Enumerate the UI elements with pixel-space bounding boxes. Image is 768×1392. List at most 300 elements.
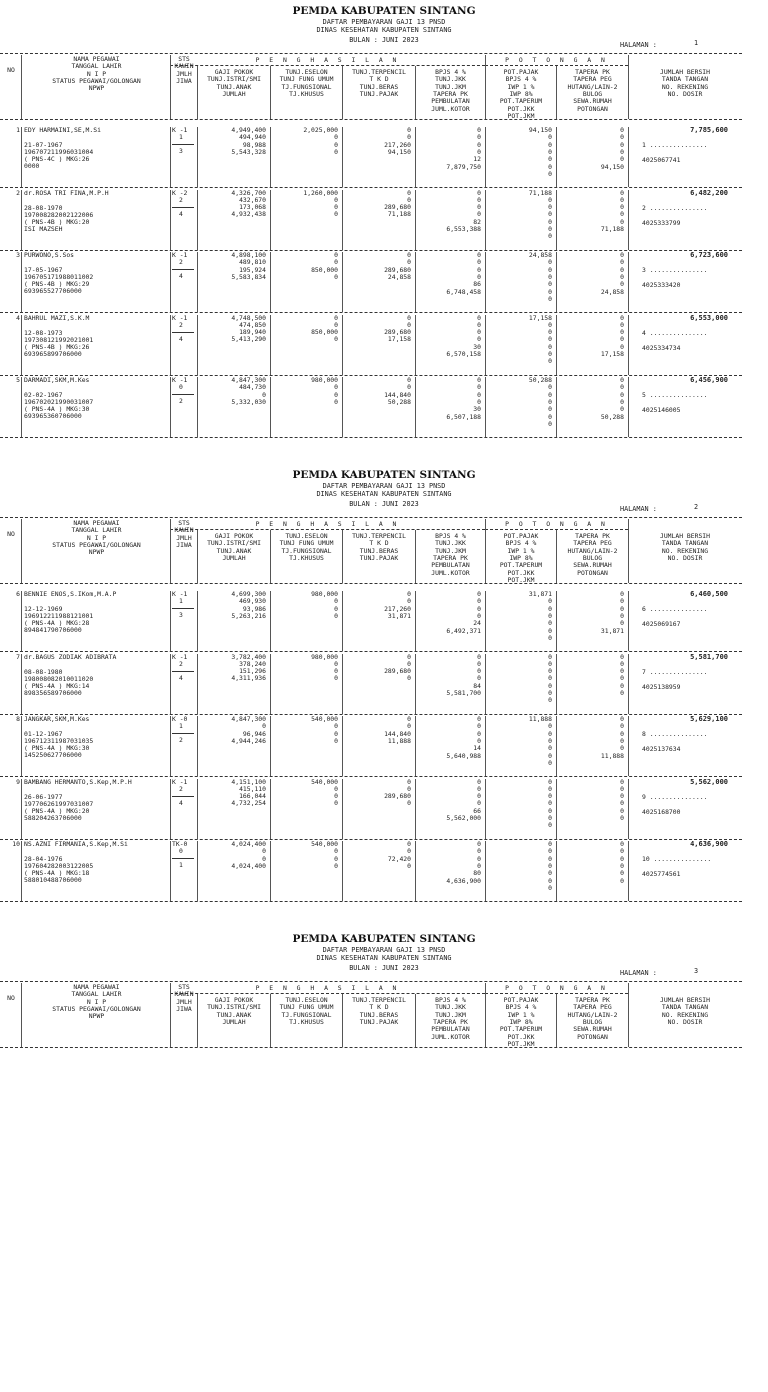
eselon-value: 0 [334,722,338,731]
pajak-value: 0 [548,265,552,274]
eselon-value: 980,000 [311,376,338,384]
eselon-value: 0 [334,133,338,142]
tapera-value: 0 [620,689,624,697]
column-pajak-header: POT.JKM [507,1039,535,1048]
bpjs-value: 0 [477,133,481,142]
gaji-value: 4,949,400 [231,126,266,134]
bpjs-value: 0 [477,847,481,856]
row-divider [628,841,629,901]
column-pajak-header: POT.PAJAK [503,532,539,540]
row-divider [628,252,629,312]
terpencil-value: 0 [407,251,411,259]
bpjs-value: 0 [477,258,481,267]
column-sts-header: KAWIN [174,62,194,71]
employee-name: BAHRUL MAZI,S.K.M [24,313,90,322]
header-divider [21,983,22,1047]
bank-account: 4025067741 [642,156,681,164]
header-top-rule [0,53,742,54]
marital-status: K -1 [172,126,188,134]
tapera-value: 0 [620,611,624,620]
eselon-value: 0 [334,320,338,329]
gaji-value: 494,940 [239,133,266,142]
pajak-value: 0 [548,626,552,635]
column-gaji-header: TUNJ.ISTRI/SMI [207,539,261,548]
eselon-value: 540,000 [311,777,338,786]
header-divider [628,519,629,583]
header-divider [21,519,22,583]
column-pajak-header: POT.JKM [507,575,535,584]
eselon-value: 0 [334,147,338,156]
column-eselon-header: TJ.KHUSUS [289,1017,324,1026]
pajak-value: 94,150 [528,126,552,134]
terpencil-value: 24,858 [387,272,411,281]
terpencil-value: 71,188 [387,210,411,219]
pajak-value: 0 [548,777,552,786]
column-terpencil-header: T K D [369,539,389,548]
column-sts-header: KAWIN [174,990,194,999]
column-bpjs-header: PEMBULATAN [431,97,470,106]
net-pay: 5,629,100 [690,715,728,723]
column-bersih-header: JUMLAH BERSIH [659,996,711,1004]
page-number-label: HALAMAN : [620,969,657,977]
column-pajak-header: POT.JKK [507,104,535,113]
column-bpjs-header: TAPERA PK [433,89,468,98]
pajak-value: 0 [548,840,552,848]
tapera-value: 0 [620,188,624,197]
household-count: 4 [179,272,183,280]
column-gaji-header: TUNJ.ISTRI/SMI [207,1003,261,1012]
column-bersih-header: NO. REKENING [661,546,709,555]
pajak-value: 0 [548,357,552,366]
eselon-value: 0 [334,784,338,793]
row-separator [0,776,742,777]
payroll-page [0,464,768,928]
net-pay: 5,562,000 [690,777,728,786]
bpjs-value: 0 [477,376,481,384]
column-tapera-header: TAPERA PEG [573,539,612,548]
bpjs-value: 0 [477,659,481,668]
bpjs-value: 0 [477,210,481,219]
household-count: 3 [179,611,183,619]
header-bottom-rule [0,583,742,584]
eselon-value: 0 [334,659,338,668]
employee-npwp: 894841790706000 [24,626,82,634]
terpencil-value: 0 [407,376,411,384]
tapera-value: 0 [620,652,624,661]
gaji-value: 4,732,254 [231,799,266,808]
gaji-value: 4,151,100 [231,777,266,786]
signature-line: 2 ............... [642,203,708,212]
potongan-header: P O T O N G A N [505,520,608,528]
employee-status: ( PNS-4A ) MKG:14 [24,681,90,690]
pajak-value: 0 [548,195,552,204]
header-top-rule [0,517,742,518]
eselon-value: 0 [334,397,338,406]
column-eselon-header: TJ.KHUSUS [289,89,324,98]
page-number-label: HALAMAN : [620,41,657,49]
terpencil-value: 0 [407,590,411,598]
tapera-value: 31,871 [600,626,624,635]
employee-name: BAMBANG HERMANTO,S.Kep,M.P.H [24,777,132,786]
column-bpjs-header: TAPERA PK [433,1017,468,1026]
household-count: 4 [179,673,183,682]
pajak-value: 31,871 [528,590,552,598]
tapera-value: 0 [620,659,624,668]
employee-nip: 196912211988121001 [24,612,94,620]
bpjs-value: 86 [473,280,481,289]
document-title: PEMDA KABUPATEN SINTANG [292,5,476,17]
eselon-value: 0 [334,597,338,606]
employee-status: ( PNS-4A ) MKG:30 [24,405,90,413]
pajak-value: 0 [548,722,552,731]
eselon-value: 2,025,000 [303,126,338,134]
eselon-value: 0 [334,861,338,870]
pajak-value: 0 [548,821,552,830]
column-tapera-header: TAPERA PK [575,68,610,76]
column-pajak-header: POT.TAPERUM [499,97,543,106]
pajak-value: 71,188 [528,188,552,197]
employee-nip: 197308121992021001 [24,335,94,344]
column-bersih-header: TANDA TANGAN [661,539,709,548]
eselon-value: 850,000 [311,265,338,274]
column-nama-header: NPWP [88,548,105,557]
tapera-value: 0 [620,328,624,337]
employee-npwp: 0000 [24,162,40,170]
column-pajak-header: POT.JKK [507,568,535,577]
tapera-value: 0 [620,210,624,219]
terpencil-value: 0 [407,784,411,793]
employee-npwp: 898356589706000 [24,688,82,697]
terpencil-value: 0 [407,847,411,856]
tapera-value: 0 [620,597,624,606]
employee-npwp: 588204263706000 [24,813,82,822]
column-bpjs-header: TUNJ.JKK [435,1003,466,1012]
column-nama-header: TANGGAL LAHIR [71,62,122,71]
eselon-value: 0 [334,854,338,863]
column-nama-header: N I P [86,69,107,78]
terpencil-value: 0 [407,195,411,204]
tapera-value: 0 [620,861,624,870]
employee-name: EDY HARMAINI,SE,M.Si [24,126,101,134]
tapera-value: 0 [620,140,624,149]
bpjs-value: 0 [477,383,481,392]
row-number: 1 [16,126,20,134]
header-divider [628,55,629,119]
column-tapera-header: POTONGAN [577,568,608,577]
terpencil-value: 0 [407,722,411,731]
eselon-value: 0 [334,383,338,392]
column-nama-header: TANGGAL LAHIR [71,990,122,999]
tapera-value: 0 [620,383,624,392]
column-gaji-header: GAJI POKOK [214,532,254,540]
pajak-value: 0 [548,155,552,164]
column-eselon-header: TUNJ.ESELON [285,996,328,1004]
employee-name: dr.BAGUS ZODIAK ADIBRATA [24,652,117,661]
column-terpencil-header: TUNJ.TERPENCIL [352,532,406,540]
document-title: PEMDA KABUPATEN SINTANG [292,933,476,945]
gaji-value: 3,782,400 [231,652,266,661]
header-bottom-rule [0,1047,742,1048]
bpjs-value: 30 [473,405,481,414]
column-bersih-header: NO. DOSIR [667,89,703,98]
tapera-value: 0 [620,313,624,322]
bpjs-value: 0 [477,861,481,870]
row-separator [0,312,742,313]
employee-status: ( PNS-4A ) MKG:18 [24,869,90,877]
row-separator [0,437,742,438]
column-eselon-header: TJ.FUNGSIONAL [281,1010,332,1019]
pajak-value: 0 [548,397,552,406]
period-label: BULAN : JUNI 2023 [349,500,419,508]
column-pajak-header: POT.PAJAK [503,68,539,76]
column-gaji-header: TUNJ.ANAK [216,1010,252,1019]
pajak-value: 0 [548,751,552,760]
tapera-value: 0 [620,840,624,848]
pajak-value: 0 [548,799,552,808]
column-bpjs-header: TUNJ.JKK [435,539,466,548]
pajak-value: 0 [548,633,552,642]
gaji-value: 93,986 [242,604,266,613]
column-eselon-header: TUNJ.ESELON [285,68,328,76]
document-title: PEMDA KABUPATEN SINTANG [292,469,476,481]
employee-nip: 196707211996031004 [24,148,94,156]
gaji-value: 484,730 [239,383,266,392]
tapera-value: 0 [620,342,624,351]
pajak-value: 50,288 [528,376,552,384]
penghasilan-header: P E N G H A S I L A N [255,56,400,64]
bank-account: 4025333420 [642,281,681,289]
pajak-value: 0 [548,217,552,226]
row-separator [0,375,742,376]
eselon-value: 0 [334,251,338,259]
column-pajak-header: POT.PAJAK [503,996,539,1004]
gaji-value: 5,263,216 [231,611,266,620]
bpjs-value: 6,553,388 [446,225,481,233]
marital-status: K -0 [172,715,188,723]
column-bpjs-header: BPJS 4 % [435,68,466,76]
bpjs-value: 0 [477,736,481,745]
column-bersih-header: NO. DOSIR [667,1017,703,1026]
penghasilan-header: P E N G H A S I L A N [255,984,400,992]
net-pay: 6,723,600 [690,251,728,259]
pajak-value: 11,888 [528,715,552,723]
column-pajak-header: POT.JKK [507,1032,535,1041]
gaji-value: 469,930 [239,597,266,606]
bpjs-value: 0 [477,604,481,613]
employee-name: BENNIE ENOS,S.IKom,M.A.P [24,590,117,598]
column-nama-header: NAMA PEGAWAI [73,983,120,991]
terpencil-value: 0 [407,861,411,870]
row-divider [628,190,629,250]
bpjs-value: 4,636,900 [446,876,481,885]
column-bersih-header: NO. DOSIR [667,553,703,562]
tapera-value: 94,150 [600,162,624,171]
pajak-value: 0 [548,689,552,697]
birth-date: 08-08-1980 [24,667,63,676]
column-terpencil-header: TUNJ.TERPENCIL [352,68,406,76]
tapera-value: 0 [620,258,624,267]
eselon-value: 540,000 [311,840,338,848]
tapera-value: 0 [620,722,624,731]
gaji-value: 415,110 [239,784,266,793]
employee-name: DARMADI,SKM,M.Kes [24,376,90,384]
tapera-value: 0 [620,147,624,156]
bank-account: 4025168700 [642,807,681,816]
gaji-value: 4,847,300 [231,715,266,723]
signature-line: 10 ............... [642,855,712,863]
column-gaji-header: TUNJ.ISTRI/SMI [207,75,261,84]
column-tapera-header: SEWA.RUMAH [573,561,612,570]
pajak-value: 0 [548,390,552,399]
marital-status: K -1 [172,376,188,384]
gaji-value: 4,847,300 [231,376,266,384]
column-bpjs-header: TAPERA PK [433,553,468,562]
column-tapera-header: BULOG [582,553,603,562]
tapera-value: 0 [620,744,624,753]
column-eselon-header: TUNJ.ESELON [285,532,328,540]
column-nama-header: STATUS PEGAWAI/GOLONGAN [52,76,141,85]
row-separator [0,187,742,188]
terpencil-value: 0 [407,126,411,134]
eselon-value: 0 [334,736,338,745]
employee-status: ( PNS-4A ) MKG:30 [24,744,90,752]
tapera-value: 0 [620,376,624,384]
tapera-value: 0 [620,133,624,142]
tapera-value: 0 [620,806,624,815]
birth-date: 02-02-1967 [24,391,63,399]
bpjs-value: 0 [477,674,481,683]
bank-account: 4025069167 [642,620,681,628]
eselon-value: 980,000 [311,590,338,598]
signature-line: 9 ............... [642,792,708,801]
column-tapera-header: SEWA.RUMAH [573,97,612,106]
column-terpencil-header: T K D [369,75,389,84]
pajak-value: 0 [548,412,552,421]
bpjs-value: 0 [477,590,481,598]
gaji-value: 432,670 [239,195,266,204]
tapera-value: 0 [620,876,624,885]
tapera-value: 0 [620,619,624,628]
column-tapera-header: TAPERA PK [575,996,610,1004]
column-bpjs-header: PEMBULATAN [431,561,470,570]
bpjs-value: 80 [473,869,481,878]
column-sts-header: JIWA [176,76,192,85]
column-terpencil-header: TUNJ.PAJAK [359,1017,399,1026]
terpencil-value: 144,840 [384,390,411,399]
eselon-value: 0 [334,390,338,399]
page-number: 1 [694,39,699,47]
tapera-value: 0 [620,203,624,212]
column-bpjs-header: TUNJ.JKK [435,75,466,84]
signature-line: 5 ............... [642,391,708,399]
row-number: 5 [16,376,20,384]
birth-date: 01-12-1967 [24,730,63,738]
employee-npwp: 588010488706000 [24,876,82,884]
pajak-value: 0 [548,744,552,753]
employee-name: NS.AZNI FIRMANIA,S.Kep,M.Si [24,840,128,848]
column-nama-header: NPWP [88,84,105,93]
net-pay: 6,482,200 [690,188,728,197]
column-terpencil-header: T K D [369,1003,389,1012]
gaji-value: 5,332,030 [231,397,266,406]
terpencil-value: 289,680 [384,265,411,274]
eselon-value: 0 [334,667,338,676]
bpjs-value: 0 [477,203,481,212]
pajak-value: 0 [548,667,552,676]
birth-date: 12-08-1973 [24,328,63,337]
pajak-value: 0 [548,792,552,801]
agency-name: DINAS KESEHATAN KABUPATEN SINTANG [316,954,452,962]
period-label: BULAN : JUNI 2023 [349,36,419,44]
column-no-header: NO [7,994,15,1002]
terpencil-value: 0 [407,597,411,606]
tapera-value: 0 [620,217,624,226]
pajak-value: 0 [548,225,552,233]
column-bpjs-header: JUML.KOTOR [431,1032,470,1041]
gaji-value: 0 [262,390,266,399]
employee-status: ( PNS-4B ) MKG:20 [24,217,90,226]
column-pajak-header: IWP 8% [509,1017,533,1026]
column-no-header: NO [7,66,15,74]
employee-status: ( PNS-4C ) MKG:26 [24,155,90,163]
row-separator [0,651,742,652]
tapera-value: 50,288 [600,412,624,421]
bpjs-value: 6,507,188 [446,412,481,421]
column-tapera-header: HUTANG/LAIN-2 [567,546,618,555]
tapera-value: 0 [620,126,624,134]
employee-name: dr.ROSA TRI FINA,M.P.H [24,188,109,197]
pajak-value: 0 [548,140,552,149]
gaji-value: 98,988 [242,140,266,149]
pajak-value: 0 [548,203,552,212]
period-label: BULAN : JUNI 2023 [349,964,419,972]
bpjs-value: 0 [477,140,481,149]
column-gaji-header: GAJI POKOK [214,68,254,76]
tapera-value: 71,188 [600,225,624,233]
eselon-value: 540,000 [311,715,338,723]
birth-date: 12-12-1969 [24,605,63,613]
gaji-value: 195,924 [239,265,266,274]
pajak-value: 0 [548,419,552,428]
column-tapera-header: BULOG [582,89,603,98]
tapera-value: 0 [620,847,624,856]
pajak-value: 0 [548,729,552,738]
header-divider [628,983,629,1047]
column-sts-header: STS [178,55,190,63]
column-pajak-header: IWP 8% [509,89,533,98]
eselon-value: 0 [334,847,338,856]
column-terpencil-header: TUNJ.BERAS [359,546,399,555]
row-divider [628,315,629,375]
birth-date: 21-07-1967 [24,141,63,149]
bpjs-value: 0 [477,784,481,793]
tapera-value: 0 [620,590,624,598]
birth-date: 17-05-1967 [24,266,63,274]
column-eselon-header: TUNJ FUNG UMUM [279,75,334,84]
column-bpjs-header: PEMBULATAN [431,1025,470,1034]
terpencil-value: 0 [407,320,411,329]
row-divider [628,377,629,437]
bpjs-value: 6,570,158 [446,350,481,358]
column-pajak-header: POT.TAPERUM [499,1025,543,1034]
column-bpjs-header: TUNJ.JKM [435,1010,466,1019]
household-count: 4 [179,798,183,807]
signature-line: 3 ............... [642,266,708,274]
penghasilan-rule [170,993,485,994]
pajak-value: 0 [548,294,552,303]
dependents-count: 2 [179,320,183,329]
bpjs-value: 0 [477,854,481,863]
